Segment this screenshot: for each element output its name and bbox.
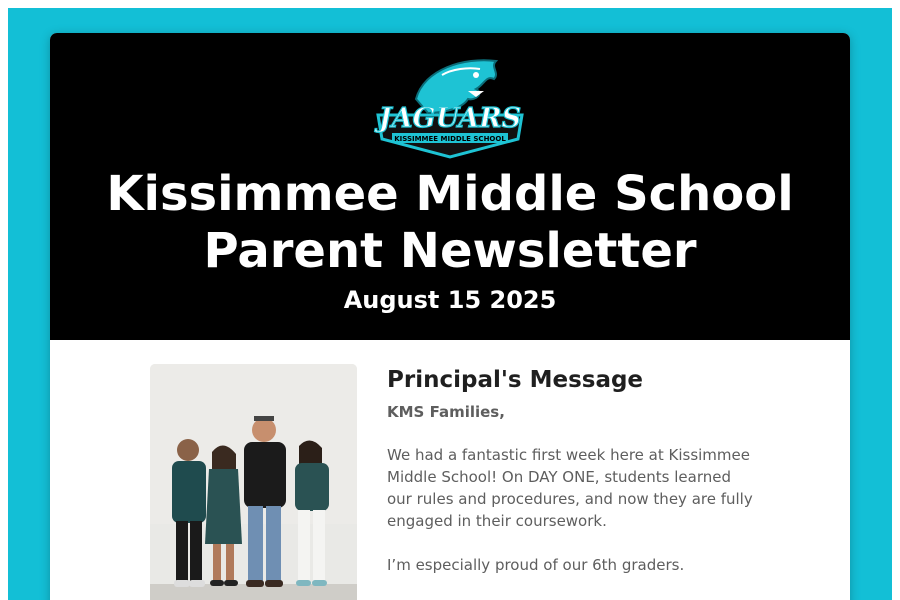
jaguars-logo xyxy=(372,55,528,159)
staff-photo xyxy=(150,364,357,600)
logo-brand-text: JAGUARS xyxy=(378,103,522,134)
principal-paragraph-2: I’m especially proud of our 6th graders. xyxy=(387,556,685,574)
principal-greeting: KMS Families, xyxy=(387,403,505,421)
newsletter-date: August 15 2025 xyxy=(343,286,557,314)
logo-school-text: KISSIMMEE MIDDLE SCHOOL xyxy=(394,135,506,143)
principal-message xyxy=(387,364,757,576)
title-line-2: Parent Newsletter xyxy=(203,223,697,279)
newsletter-content xyxy=(50,340,850,600)
newsletter-header xyxy=(50,33,850,340)
newsletter-title xyxy=(50,166,850,280)
title-line-1: Kissimmee Middle School xyxy=(106,166,794,222)
principal-message-heading: Principal's Message xyxy=(387,367,644,393)
newsletter-background xyxy=(8,8,892,600)
newsletter-card xyxy=(50,33,850,600)
principal-paragraph-1: We had a fantastic first week here at Kissimmee Middle School! On DAY ONE, students learned our rules and procedures, and now they are fully engaged in their coursework. xyxy=(387,446,753,530)
